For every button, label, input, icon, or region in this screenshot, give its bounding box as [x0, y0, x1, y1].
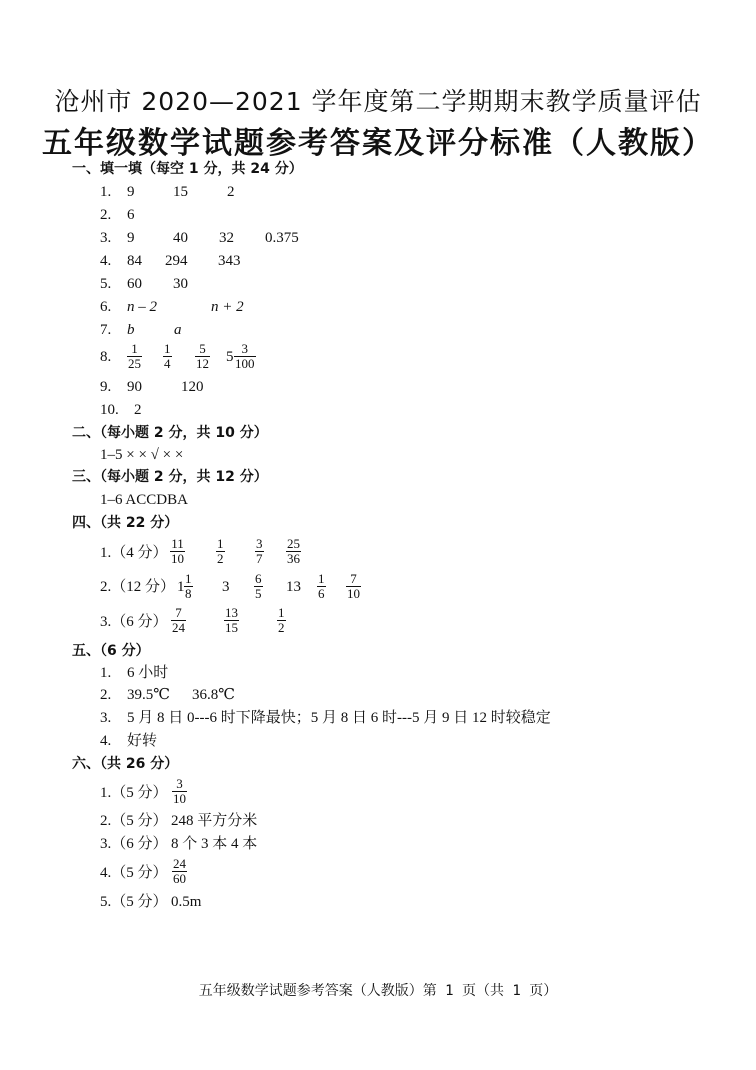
q-number: 2. [100, 687, 112, 703]
fraction: $\frac{1}{25}$ [128, 341, 141, 371]
q-number: 3. [100, 230, 112, 246]
page-footer: 五年级数学试题参考答案（人教版）第 1 页（共 1 页） [198, 983, 558, 999]
title-line-2: 五年级数学试题参考答案及评分标准（人教版） [42, 126, 714, 161]
q-label: 2.（5 分） [100, 813, 168, 829]
answer-value: 6 小时 [127, 665, 169, 681]
q-label: 4.（5 分） [100, 865, 168, 881]
mixed-number-whole: 1 [177, 579, 185, 595]
answer-value: a [174, 322, 182, 338]
q-number: 3. [100, 710, 112, 726]
fraction: $\frac{3}{100}$ [235, 341, 255, 371]
q-number: 1. [100, 184, 112, 200]
answer-value: 294 [165, 253, 188, 269]
answer-value: 好转 [127, 733, 158, 749]
answer-value: 3 [222, 579, 230, 595]
q-number: 6. [100, 299, 112, 315]
answer-value: 13 [286, 579, 301, 595]
answer-value: 9 [127, 184, 135, 200]
section-2-answer: 1–5 × × √ × × [100, 447, 184, 463]
answer-value: 84 [127, 253, 142, 269]
answer-value: 39.5℃ [127, 687, 171, 703]
q-number: 7. [100, 322, 112, 338]
answer-value: 40 [173, 230, 188, 246]
answer-value: 5 月 8 日 0---6 时下降最快；5 月 8 日 6 时---5 月 9 日 12 时较稳定 [127, 710, 551, 726]
fraction: $\frac{13}{15}$ [225, 605, 238, 635]
section-3-answer: 1–6 ACCDBA [100, 492, 188, 508]
answer-value: 8 个 3 本 4 本 [171, 836, 258, 852]
mixed-number-whole: 5 [226, 349, 234, 365]
fraction: $\frac{1}{8}$ [185, 571, 192, 601]
section-6-heading: 六、（共 26 分） [72, 756, 179, 772]
answer-value: 36.8℃ [192, 687, 236, 703]
answer-value: n + 2 [211, 299, 244, 315]
section-3-heading: 三、（每小题 2 分，共 12 分） [72, 469, 268, 485]
q-label: 1.（5 分） [100, 785, 168, 801]
answer-value: 90 [127, 379, 142, 395]
section-4-heading: 四、（共 22 分） [72, 515, 179, 531]
fraction: $\frac{1}{2}$ [217, 536, 224, 566]
answer-value: 15 [173, 184, 188, 200]
fraction: $\frac{1}{6}$ [318, 571, 325, 601]
answer-value: 6 [127, 207, 135, 223]
answer-value: 0.5m [171, 894, 202, 910]
q-label: 5.（5 分） [100, 894, 168, 910]
answer-value: 2 [134, 402, 142, 418]
answer-value: 30 [173, 276, 188, 292]
q-label: 3.（6 分） [100, 836, 168, 852]
q-label: 2.（12 分） [100, 579, 176, 595]
q-number: 9. [100, 379, 112, 395]
q-number: 4. [100, 253, 112, 269]
answer-value: b [127, 322, 135, 338]
section-1-heading: 一、填一填（每空 1 分，共 24 分） [72, 161, 303, 177]
q-number: 4. [100, 733, 112, 749]
fraction: $\frac{1}{2}$ [278, 605, 285, 635]
answer-value: 0.375 [265, 230, 299, 246]
answer-value: 60 [127, 276, 142, 292]
fraction: $\frac{7}{24}$ [172, 605, 185, 635]
fraction: $\frac{1}{4}$ [164, 341, 171, 371]
q-number: 5. [100, 276, 112, 292]
fraction: $\frac{24}{60}$ [173, 856, 186, 886]
q-number: 8. [100, 349, 112, 365]
answer-value: 120 [181, 379, 204, 395]
answer-value: 9 [127, 230, 135, 246]
answer-value: n – 2 [127, 299, 157, 315]
fraction: $\frac{11}{10}$ [171, 536, 184, 566]
section-5-heading: 五、（6 分） [72, 643, 150, 659]
q-number: 2. [100, 207, 112, 223]
answer-value: 2 [227, 184, 235, 200]
answer-value: 248 平方分米 [171, 813, 258, 829]
fraction: $\frac{7}{10}$ [347, 571, 360, 601]
q-number: 1. [100, 665, 112, 681]
q-number: 10. [100, 402, 119, 418]
q-label: 3.（6 分） [100, 614, 168, 630]
fraction: $\frac{3}{7}$ [256, 536, 263, 566]
title-line-1: 沧州市 2020—2021 学年度第二学期期末教学质量评估 [54, 87, 702, 116]
section-2-heading: 二、（每小题 2 分，共 10 分） [72, 425, 268, 441]
fraction: $\frac{3}{10}$ [173, 776, 186, 806]
fraction: $\frac{6}{5}$ [255, 571, 262, 601]
fraction: $\frac{5}{12}$ [196, 341, 209, 371]
q-label: 1.（4 分） [100, 545, 168, 561]
answer-value: 343 [218, 253, 241, 269]
fraction: $\frac{25}{36}$ [287, 536, 300, 566]
answer-value: 32 [219, 230, 234, 246]
